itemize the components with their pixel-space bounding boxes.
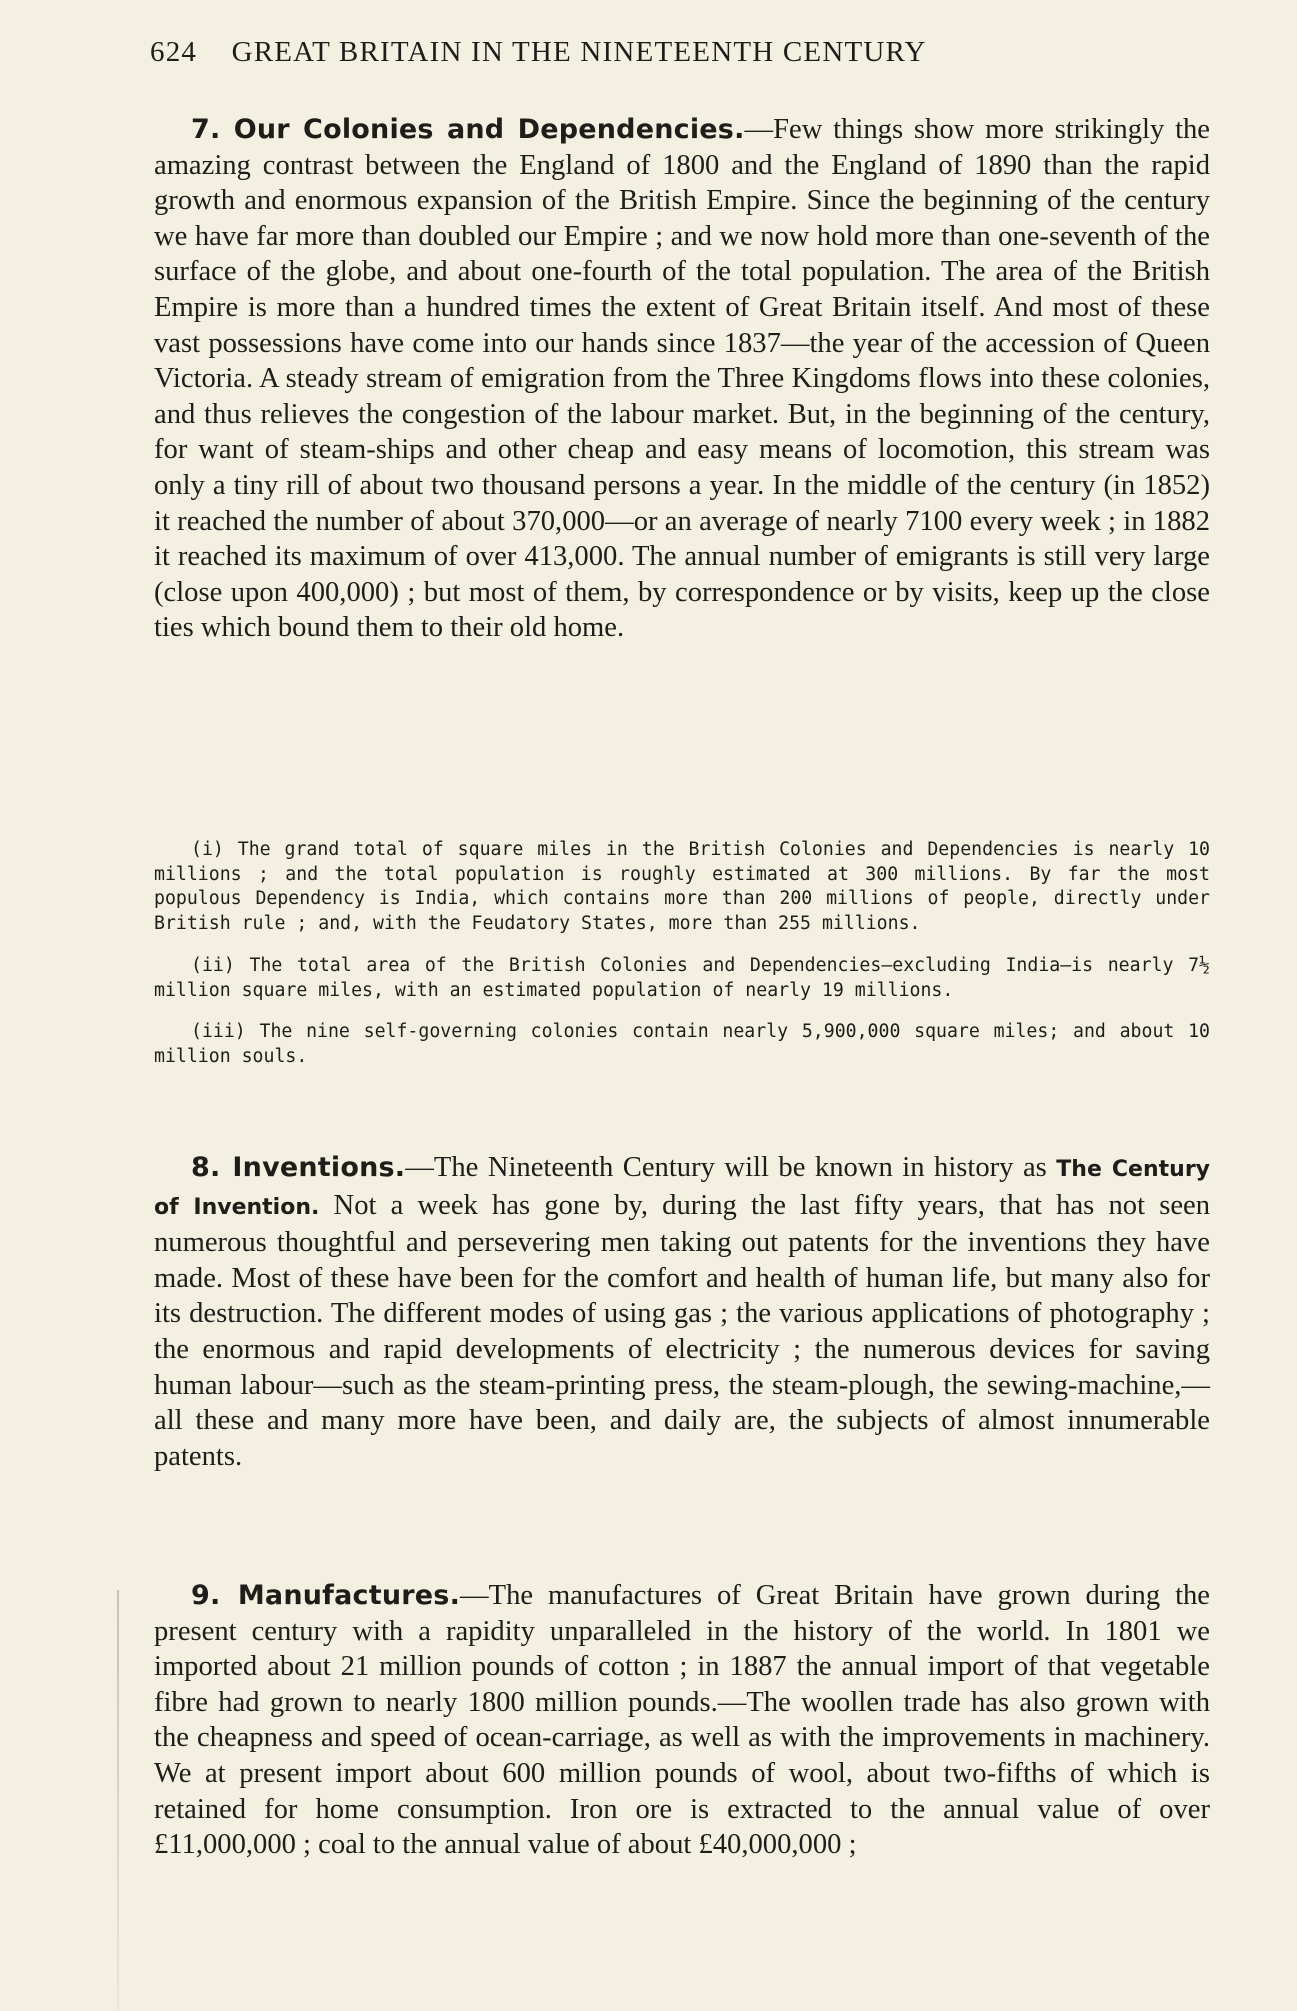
section-colonies-heading: 7. Our Colonies and Dependencies. — [191, 114, 745, 145]
margin-mark — [117, 1590, 119, 2010]
section-inventions-heading: 8. Inventions. — [191, 1152, 406, 1183]
section-manufactures-heading: 9. Manufactures. — [191, 1580, 461, 1611]
section-inventions-paragraph — [154, 1150, 1210, 1474]
footnote-3: (iii) The nine self-governing colonies contain nearly 5,900,000 square miles; and about 10 million souls. — [154, 1021, 1210, 1067]
section-manufactures-text: —The manufactures of Great Britain have grown during the present century with a rapidity unparalleled in the history of the world. In 1801 we imported about 21 million pounds of cotton ; in 1887 the annual import of that vegetable fibre had grown to nearly 1800 million pounds.—The woollen trade has also grown with the cheapness and speed of ocean-carriage, as well as with the improvements in machinery. We at present import about 600 million pounds of wool, about two-fifths of which is retained for home consumption. Iron ore is extracted to the annual value of over £11,000,000 ; coal to the annual value of about £40,000,000 ; — [154, 1580, 1210, 1861]
footnotes — [154, 838, 1210, 1087]
section-manufactures — [154, 1578, 1210, 1863]
section-inventions — [154, 1150, 1210, 1474]
section-inventions-text-before: —The Nineteenth Century will be known in history as — [405, 1152, 1057, 1183]
section-colonies-text: —Few things show more strikingly the amazing contrast between the England of 1800 and the England of 1890 than the rapid growth and enormous expansion of the British Empire. Since the beginning of the century we have far more than doubled our Empire ; and we now hold more than one-seventh of the surface of the globe, and about one-fourth of the total population. The area of the British Empire is more than a hundred times the extent of Great Britain itself. And most of these vast possessions have come into our hands since 1837—the year of the accession of Queen Victoria. A steady stream of emigration from the Three Kingdoms flows into these colonies, and thus relieves the congestion of the labour market. But, in the beginning of the century, for want of steam-ships and other cheap and easy means of locomotion, this stream was only a tiny rill of about two thousand persons a year. In the middle of the century (in 1852) it reached the number of about 370,000—or an average of nearly 7100 every week ; in 1882 it reached its maximum of over 413,000. The annual number of emigrants is still very large (close upon 400,000) ; but most of them, by correspondence or by visits, keep up the close ties which bound them to their old home. — [154, 114, 1211, 644]
running-head — [150, 36, 1110, 69]
century-of-invention-phrase: The Century of Invention. — [154, 1157, 1211, 1220]
footnote-1: (i) The grand total of square miles in the British Colonies and Dependencies is nearly 10 millions ; and the total population is roughly estimated at 300 millions. By far the most populous Dependency is India, which contains more than 200 millions of people, directly under British rule ; and, with the Feudatory States, more than 255 millions. — [154, 839, 1210, 935]
section-manufactures-paragraph — [154, 1578, 1210, 1863]
footnote-2: (ii) The total area of the British Colonies and Dependencies—excluding India—is nearly 7½ million square miles, with an estimated population of nearly 19 millions. — [154, 954, 1210, 1001]
running-title: GREAT BRITAIN IN THE NINETEENTH CENTURY — [231, 36, 927, 68]
section-inventions-text-after: Not a week has gone by, during the last fifty years, that has not seen numerous thoughtful and persevering men taking out patents for the inventions they have made. Most of these have been for the comfort and health of human life, but many also for its destruction. The different modes of using gas ; the various applications of photography ; the enormous and rapid developments of electricity ; the numerous devices for saving human labour—such as the steam-printing press, the steam-plough, the sewing-machine,—all these and many more have been, and daily are, the subjects of almost innumerable patents. — [154, 1189, 1211, 1472]
page-number: 624 — [150, 36, 198, 68]
section-colonies-paragraph — [154, 112, 1210, 646]
section-colonies — [154, 112, 1210, 646]
